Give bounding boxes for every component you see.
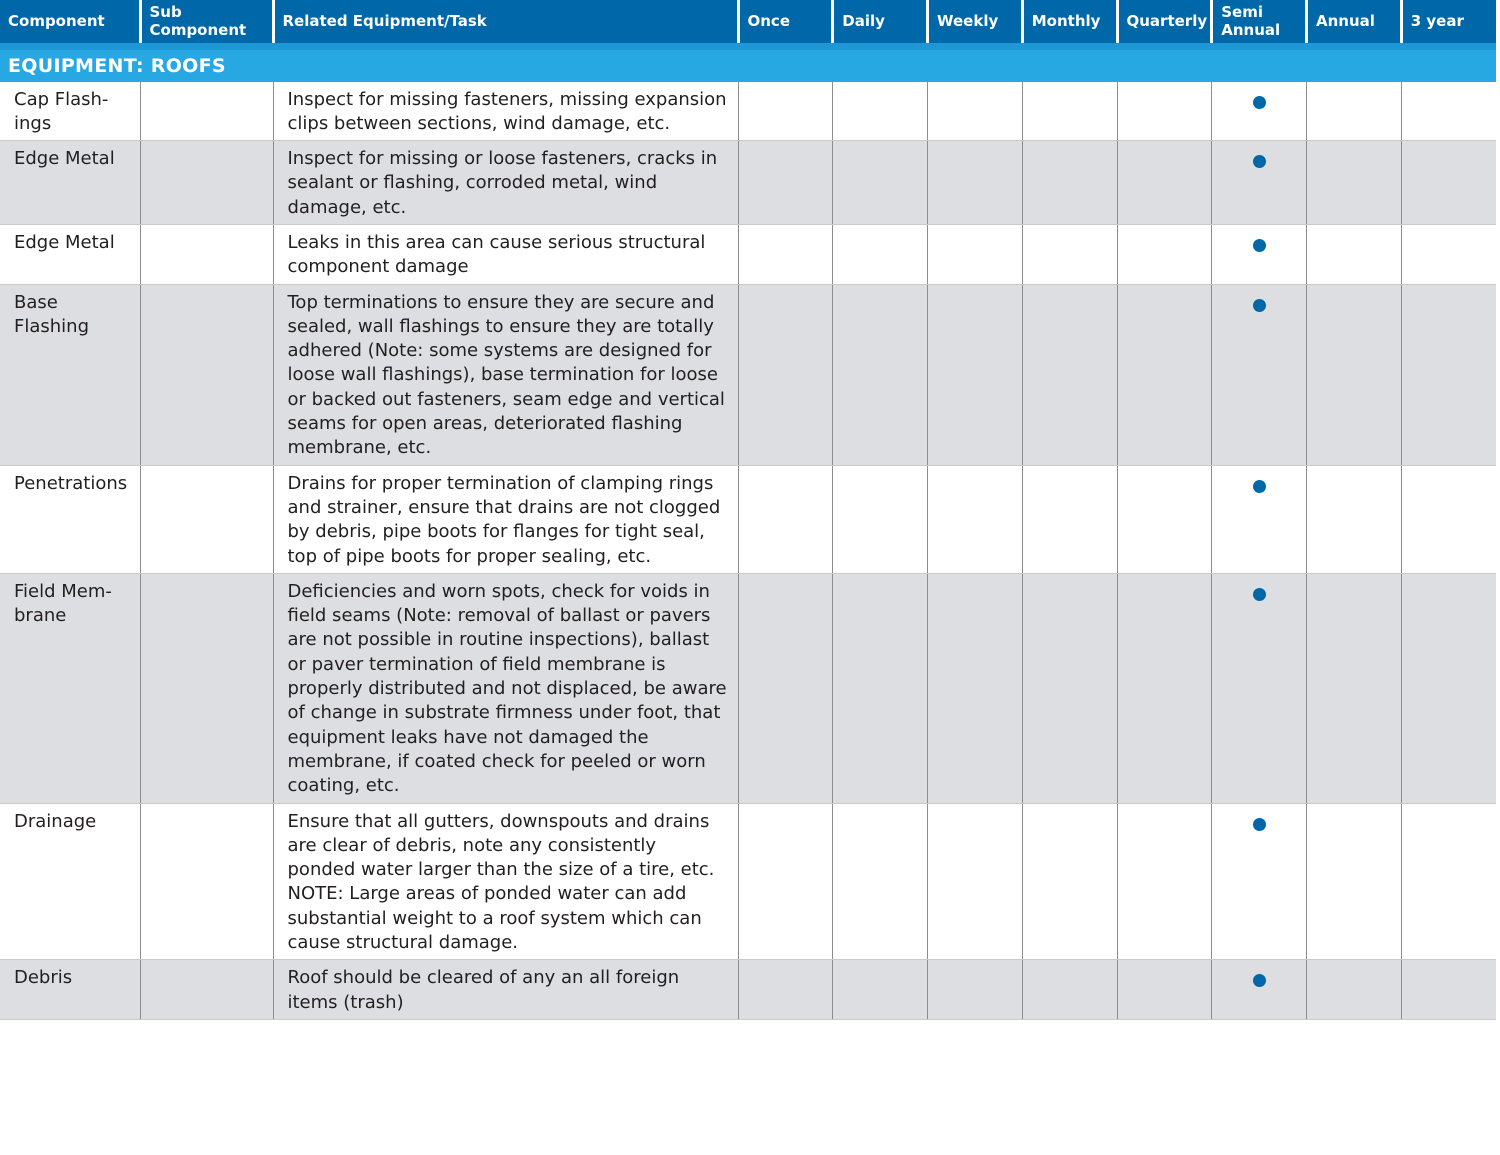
frequency-dot-icon: [1253, 96, 1266, 109]
component-cell: Cap Flash-ings: [0, 82, 140, 141]
frequency-cell-monthly: [1022, 803, 1117, 960]
frequency-cell-3-year: [1401, 224, 1496, 284]
frequency-cell-daily: [833, 803, 928, 960]
table-row: [0, 803, 1496, 960]
frequency-cell-daily: [833, 573, 928, 803]
sub-component-cell: [140, 573, 273, 803]
column-header-sub-component: Sub Component: [140, 0, 273, 46]
column-header-daily: Daily: [833, 0, 928, 46]
frequency-cell-quarterly: [1117, 465, 1212, 573]
table-row: [0, 960, 1496, 1020]
component-cell: Edge Metal: [0, 141, 140, 225]
frequency-cell-weekly: [928, 224, 1023, 284]
frequency-cell-once: [738, 141, 833, 225]
frequency-cell-weekly: [928, 803, 1023, 960]
frequency-cell-3-year: [1401, 284, 1496, 465]
task-cell: Drains for proper termination of clamping rings and strainer, ensure that drains are not clogged by debris, pipe boots for flanges for tight seal, top of pipe boots for proper sealing, etc.: [273, 465, 738, 573]
component-cell: Base Flashing: [0, 284, 140, 465]
frequency-cell-annual: [1307, 224, 1402, 284]
frequency-cell-annual: [1307, 465, 1402, 573]
table-row: [0, 224, 1496, 284]
frequency-cell-semi-annual: [1212, 573, 1307, 803]
frequency-cell-monthly: [1022, 141, 1117, 225]
sub-component-cell: [140, 960, 273, 1020]
sub-component-cell: [140, 141, 273, 225]
frequency-cell-quarterly: [1117, 960, 1212, 1020]
table-row: [0, 284, 1496, 465]
column-header-quarterly: Quarterly: [1117, 0, 1212, 46]
column-header-weekly: Weekly: [928, 0, 1023, 46]
frequency-cell-once: [738, 803, 833, 960]
frequency-cell-3-year: [1401, 141, 1496, 225]
section-row: [0, 46, 1496, 82]
frequency-cell-annual: [1307, 82, 1402, 141]
frequency-cell-daily: [833, 141, 928, 225]
frequency-cell-3-year: [1401, 82, 1496, 141]
frequency-cell-monthly: [1022, 573, 1117, 803]
header-row: [0, 0, 1496, 46]
frequency-cell-quarterly: [1117, 82, 1212, 141]
task-cell: Roof should be cleared of any an all foreign items (trash): [273, 960, 738, 1020]
sub-component-cell: [140, 465, 273, 573]
frequency-cell-weekly: [928, 82, 1023, 141]
frequency-cell-daily: [833, 465, 928, 573]
table-row: [0, 141, 1496, 225]
component-cell: Penetrations: [0, 465, 140, 573]
table-row: [0, 573, 1496, 803]
component-cell: Field Mem-brane: [0, 573, 140, 803]
column-header-component: Component: [0, 0, 140, 46]
component-cell: Drainage: [0, 803, 140, 960]
frequency-cell-semi-annual: [1212, 82, 1307, 141]
table-row: [0, 465, 1496, 573]
column-header-semi-annual: Semi Annual: [1212, 0, 1307, 46]
frequency-cell-quarterly: [1117, 803, 1212, 960]
task-cell: Leaks in this area can cause serious structural component damage: [273, 224, 738, 284]
table-row: [0, 82, 1496, 141]
frequency-cell-semi-annual: [1212, 284, 1307, 465]
frequency-cell-annual: [1307, 573, 1402, 803]
component-cell: Debris: [0, 960, 140, 1020]
frequency-cell-weekly: [928, 141, 1023, 225]
task-cell: Inspect for missing or loose fasteners, cracks in sealant or flashing, corroded metal, wind damage, etc.: [273, 141, 738, 225]
frequency-dot-icon: [1253, 480, 1266, 493]
frequency-cell-3-year: [1401, 573, 1496, 803]
frequency-cell-daily: [833, 82, 928, 141]
frequency-cell-semi-annual: [1212, 141, 1307, 225]
task-cell: Top terminations to ensure they are secure and sealed, wall flashings to ensure they are totally adhered (Note: some systems are designed for loose wall flashings), base termination for loose or backed out fasteners, seam edge and vertical seams for open areas, deteriorated flashing membrane, etc.: [273, 284, 738, 465]
frequency-cell-monthly: [1022, 82, 1117, 141]
frequency-dot-icon: [1253, 588, 1266, 601]
frequency-cell-monthly: [1022, 224, 1117, 284]
frequency-cell-3-year: [1401, 803, 1496, 960]
frequency-cell-quarterly: [1117, 284, 1212, 465]
frequency-cell-daily: [833, 284, 928, 465]
frequency-cell-once: [738, 284, 833, 465]
frequency-cell-weekly: [928, 573, 1023, 803]
frequency-cell-once: [738, 465, 833, 573]
task-cell: Deficiencies and worn spots, check for voids in field seams (Note: removal of ballast or pavers are not possible in routine inspections), ballast or paver termination of field membrane is properly distributed and not displaced, be aware of change in substrate firmness under foot, that equipment leaks have not damaged the membrane, if coated check for peeled or worn coating, etc.: [273, 573, 738, 803]
frequency-cell-annual: [1307, 284, 1402, 465]
frequency-cell-daily: [833, 960, 928, 1020]
sub-component-cell: [140, 224, 273, 284]
frequency-cell-once: [738, 960, 833, 1020]
column-header-once: Once: [738, 0, 833, 46]
sub-component-cell: [140, 82, 273, 141]
frequency-cell-semi-annual: [1212, 803, 1307, 960]
column-header-annual: Annual: [1307, 0, 1402, 46]
frequency-cell-quarterly: [1117, 224, 1212, 284]
frequency-cell-3-year: [1401, 465, 1496, 573]
frequency-cell-weekly: [928, 284, 1023, 465]
frequency-cell-annual: [1307, 960, 1402, 1020]
frequency-dot-icon: [1253, 239, 1266, 252]
column-header-3-year: 3 year: [1401, 0, 1496, 46]
frequency-cell-once: [738, 82, 833, 141]
frequency-cell-quarterly: [1117, 573, 1212, 803]
frequency-dot-icon: [1253, 155, 1266, 168]
frequency-cell-weekly: [928, 465, 1023, 573]
frequency-cell-monthly: [1022, 465, 1117, 573]
frequency-cell-annual: [1307, 141, 1402, 225]
frequency-cell-quarterly: [1117, 141, 1212, 225]
sub-component-cell: [140, 803, 273, 960]
frequency-cell-semi-annual: [1212, 465, 1307, 573]
frequency-cell-monthly: [1022, 960, 1117, 1020]
frequency-cell-once: [738, 573, 833, 803]
column-header-related-task: Related Equipment/Task: [273, 0, 738, 46]
frequency-cell-semi-annual: [1212, 960, 1307, 1020]
frequency-cell-daily: [833, 224, 928, 284]
component-cell: Edge Metal: [0, 224, 140, 284]
frequency-dot-icon: [1253, 818, 1266, 831]
section-title: EQUIPMENT: ROOFS: [0, 46, 1496, 82]
column-header-monthly: Monthly: [1022, 0, 1117, 46]
frequency-cell-monthly: [1022, 284, 1117, 465]
task-cell: Inspect for missing fasteners, missing expansion clips between sections, wind damage, etc.: [273, 82, 738, 141]
frequency-cell-3-year: [1401, 960, 1496, 1020]
frequency-cell-annual: [1307, 803, 1402, 960]
frequency-cell-once: [738, 224, 833, 284]
sub-component-cell: [140, 284, 273, 465]
frequency-cell-weekly: [928, 960, 1023, 1020]
frequency-dot-icon: [1253, 299, 1266, 312]
frequency-dot-icon: [1253, 974, 1266, 987]
task-cell: Ensure that all gutters, downspouts and drains are clear of debris, note any consistently ponded water larger than the size of a tire, etc. NOTE: Large areas of ponded water can add substantial weight to a roof system which can cause structural damage.: [273, 803, 738, 960]
frequency-cell-semi-annual: [1212, 224, 1307, 284]
